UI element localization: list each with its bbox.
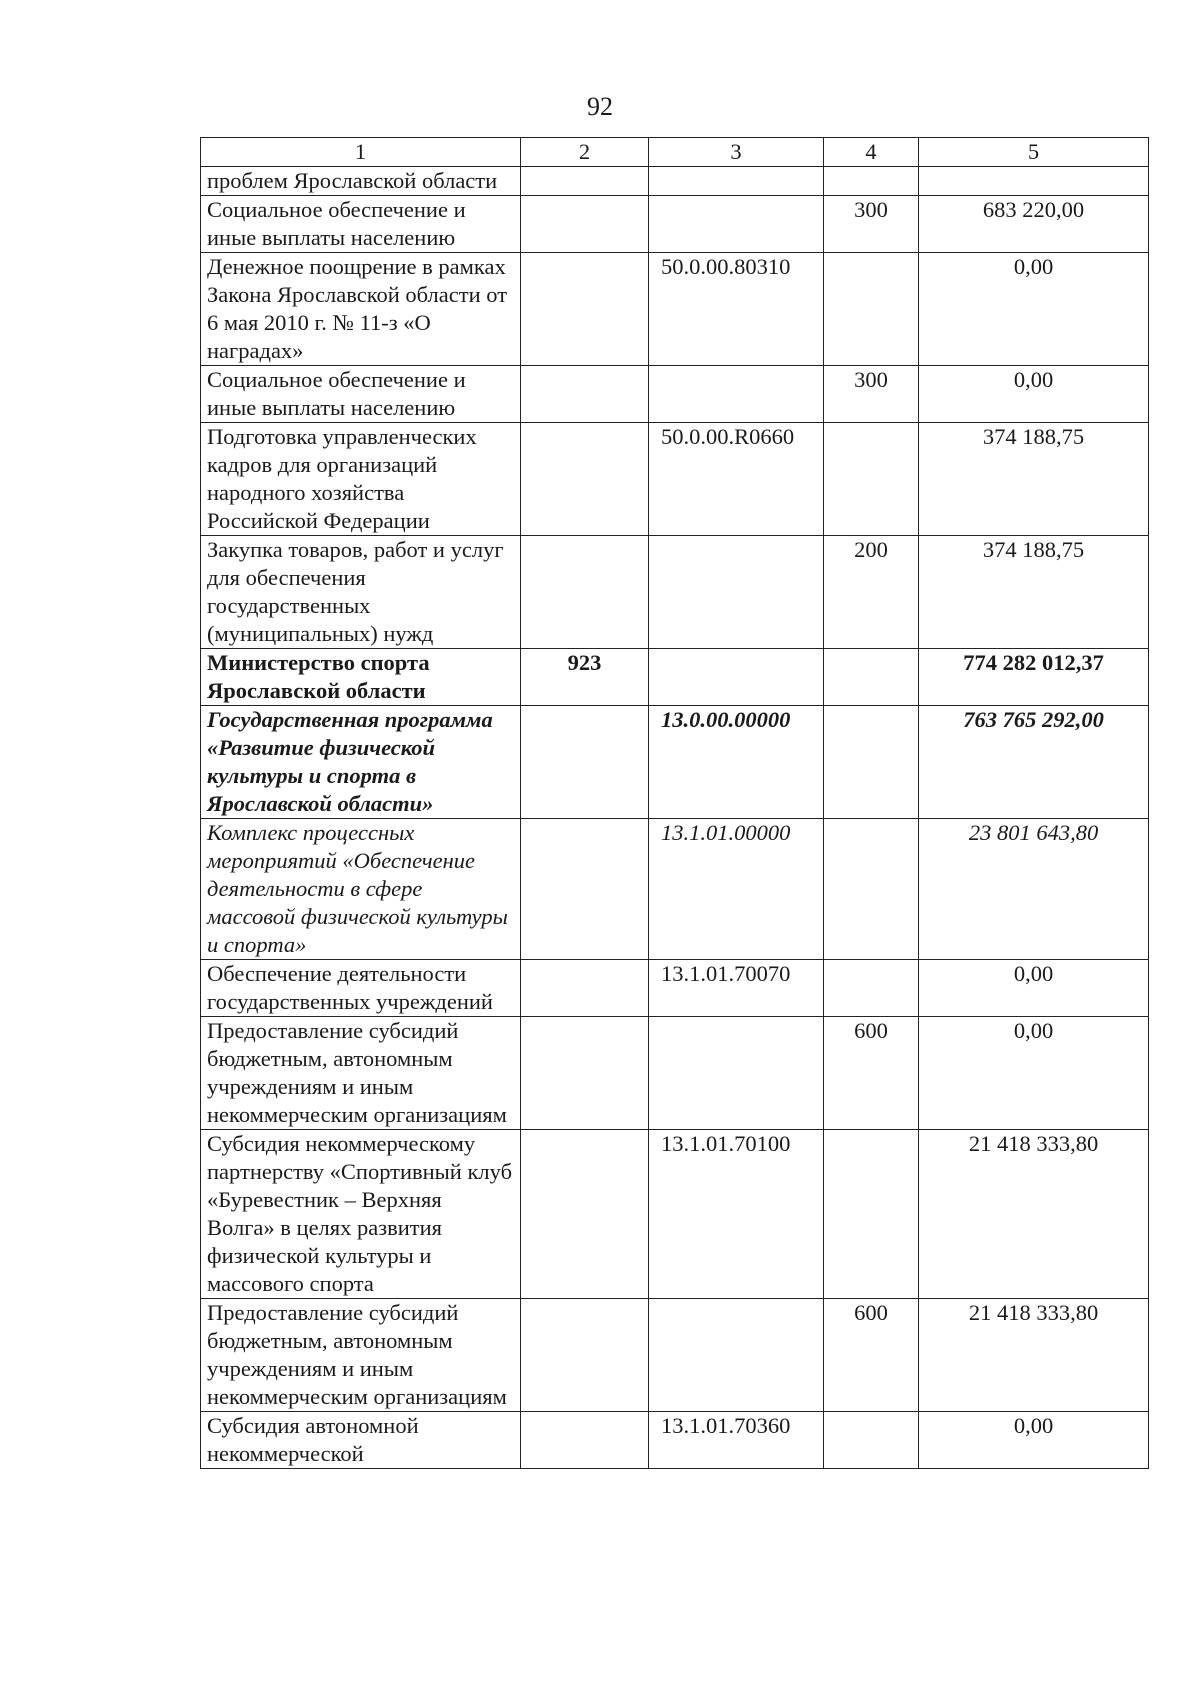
row-name-cell: Министерство спорта Ярославской области: [201, 649, 521, 706]
row-col2-cell: [521, 253, 649, 366]
row-code-cell: 13.0.00.00000: [649, 706, 824, 819]
row-name-cell: Субсидия автономной некоммерческой: [201, 1412, 521, 1469]
row-expense-type-cell: [824, 253, 919, 366]
row-col2-cell: [521, 1299, 649, 1412]
row-name-cell: Денежное поощрение в рамках Закона Ярославской области от 6 мая 2010 г. № 11-з «О наградах»: [201, 253, 521, 366]
row-code-cell: [649, 167, 824, 196]
table-row: [201, 423, 1149, 536]
row-expense-type-cell: [824, 819, 919, 960]
row-code-cell: 50.0.00.R0660: [649, 423, 824, 536]
row-amount-cell: 21 418 333,80: [919, 1299, 1149, 1412]
row-expense-type-cell: [824, 423, 919, 536]
row-code-cell: [649, 536, 824, 649]
row-code-cell: 13.1.01.70100: [649, 1130, 824, 1299]
row-expense-type-cell: 600: [824, 1299, 919, 1412]
row-code-cell: 13.1.01.00000: [649, 819, 824, 960]
row-expense-type-cell: 600: [824, 1017, 919, 1130]
row-col2-cell: [521, 167, 649, 196]
row-expense-type-cell: [824, 706, 919, 819]
header-cell-2: 2: [521, 138, 649, 167]
row-code-cell: [649, 649, 824, 706]
row-code-cell: 13.1.01.70360: [649, 1412, 824, 1469]
table-row: [201, 1412, 1149, 1469]
row-expense-type-cell: [824, 960, 919, 1017]
row-amount-cell: 0,00: [919, 960, 1149, 1017]
table-row: [201, 196, 1149, 253]
row-amount-cell: 23 801 643,80: [919, 819, 1149, 960]
row-col2-cell: [521, 1412, 649, 1469]
header-cell-3: 3: [649, 138, 824, 167]
row-expense-type-cell: 200: [824, 536, 919, 649]
row-name-cell: Закупка товаров, работ и услуг для обеспечения государственных (муниципальных) нужд: [201, 536, 521, 649]
row-col2-cell: [521, 1017, 649, 1130]
row-amount-cell: 0,00: [919, 253, 1149, 366]
row-name-cell: проблем Ярославской области: [201, 167, 521, 196]
row-expense-type-cell: 300: [824, 196, 919, 253]
header-cell-1: 1: [201, 138, 521, 167]
row-expense-type-cell: 300: [824, 366, 919, 423]
table-row: [201, 1130, 1149, 1299]
table-row: [201, 706, 1149, 819]
row-name-cell: Социальное обеспечение и иные выплаты населению: [201, 196, 521, 253]
row-code-cell: [649, 366, 824, 423]
row-amount-cell: 0,00: [919, 366, 1149, 423]
row-code-cell: [649, 196, 824, 253]
row-col2-cell: [521, 960, 649, 1017]
header-cell-5: 5: [919, 138, 1149, 167]
row-expense-type-cell: [824, 1130, 919, 1299]
row-name-cell: Подготовка управленческих кадров для организаций народного хозяйства Российской Федерации: [201, 423, 521, 536]
table-row: [201, 960, 1149, 1017]
row-expense-type-cell: [824, 167, 919, 196]
row-name-cell: Обеспечение деятельности государственных учреждений: [201, 960, 521, 1017]
table-row: [201, 167, 1149, 196]
row-amount-cell: [919, 167, 1149, 196]
header-row: [201, 138, 1149, 167]
row-code-cell: 50.0.00.80310: [649, 253, 824, 366]
table-row: [201, 649, 1149, 706]
row-name-cell: Государственная программа «Развитие физической культуры и спорта в Ярославской области»: [201, 706, 521, 819]
row-col2-cell: [521, 366, 649, 423]
row-amount-cell: 0,00: [919, 1412, 1149, 1469]
row-name-cell: Субсидия некоммерческому партнерству «Спортивный клуб «Буревестник – Верхняя Волга» в целях развития физической культуры и массового спорта: [201, 1130, 521, 1299]
row-expense-type-cell: [824, 1412, 919, 1469]
table-row: [201, 366, 1149, 423]
header-cell-4: 4: [824, 138, 919, 167]
row-amount-cell: 774 282 012,37: [919, 649, 1149, 706]
row-name-cell: Предоставление субсидий бюджетным, автономным учреждениям и иным некоммерческим организациям: [201, 1017, 521, 1130]
row-amount-cell: 374 188,75: [919, 423, 1149, 536]
page-number: 92: [587, 92, 613, 121]
table-row: [201, 819, 1149, 960]
row-expense-type-cell: [824, 649, 919, 706]
row-col2-cell: 923: [521, 649, 649, 706]
row-name-cell: Комплекс процессных мероприятий «Обеспечение деятельности в сфере массовой физической культуры и спорта»: [201, 819, 521, 960]
row-col2-cell: [521, 706, 649, 819]
row-col2-cell: [521, 1130, 649, 1299]
row-code-cell: [649, 1299, 824, 1412]
row-col2-cell: [521, 536, 649, 649]
row-amount-cell: 763 765 292,00: [919, 706, 1149, 819]
table-row: [201, 1017, 1149, 1130]
row-col2-cell: [521, 196, 649, 253]
table-body: [201, 167, 1149, 1469]
row-col2-cell: [521, 423, 649, 536]
row-col2-cell: [521, 819, 649, 960]
budget-table: [200, 137, 1149, 1469]
table-row: [201, 253, 1149, 366]
table-row: [201, 1299, 1149, 1412]
row-amount-cell: 0,00: [919, 1017, 1149, 1130]
row-amount-cell: 683 220,00: [919, 196, 1149, 253]
row-amount-cell: 374 188,75: [919, 536, 1149, 649]
table-row: [201, 536, 1149, 649]
row-code-cell: [649, 1017, 824, 1130]
row-name-cell: Социальное обеспечение и иные выплаты населению: [201, 366, 521, 423]
row-code-cell: 13.1.01.70070: [649, 960, 824, 1017]
row-amount-cell: 21 418 333,80: [919, 1130, 1149, 1299]
row-name-cell: Предоставление субсидий бюджетным, автономным учреждениям и иным некоммерческим организациям: [201, 1299, 521, 1412]
